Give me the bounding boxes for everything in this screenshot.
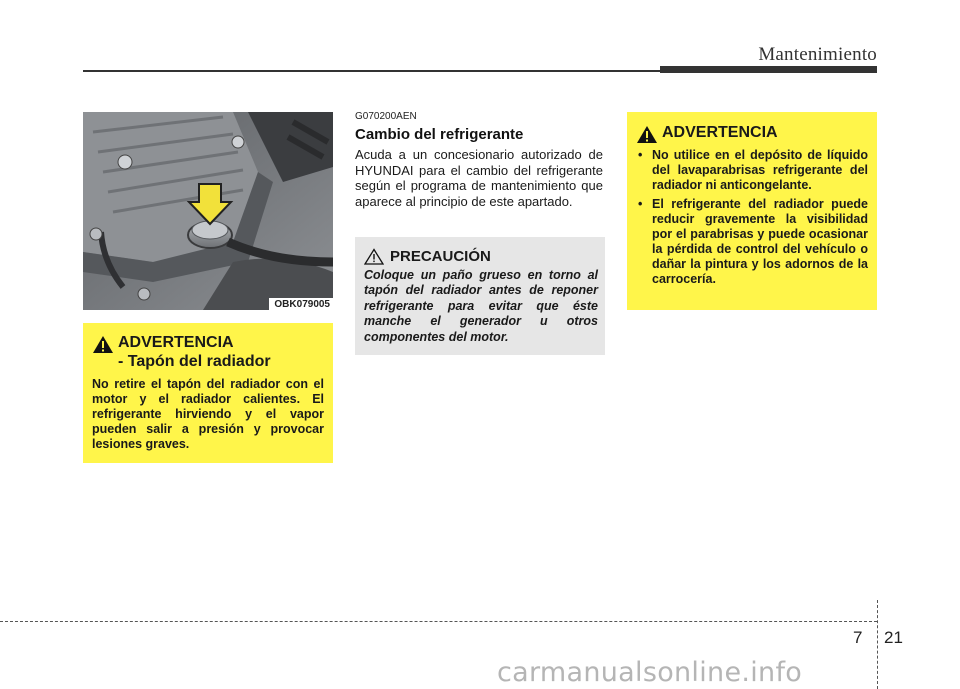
footer-rule [0,621,877,622]
warning-header [636,123,868,144]
running-header-title: Mantenimiento [758,44,877,65]
photo-label: OBK079005 [269,298,333,310]
warning-body: No retire el tapón del radiador con el motor y el radiador calientes. El refrigerante hirviendo y el vapor pueden salir a presión y provocar lesiones graves. [92,377,324,451]
section-body-text: Acuda a un concesionario autorizado de HYUNDAI para el cambio del refrigerante según el programa de mantenimiento que aparece al principio de este apartado. [355,147,603,209]
warning-title: ADVERTENCIA [662,124,778,141]
header-rule [83,70,660,72]
warning-item-text: El refrigerante del radiador puede reducir gravemente la visibilidad por el parabrisas y puede ocasionar la pérdida de control del vehículo o dañar la pintura y los adornos de la carrocería. [652,197,868,286]
list-item [636,197,868,287]
engine-radiator-cap-photo [83,112,333,310]
bullet-icon: • [638,148,643,162]
caution-triangle-icon [364,248,384,265]
caution-header [364,247,598,266]
list-item [636,148,868,193]
engine-bay-illustration [83,112,333,310]
page-number: 21 [884,628,903,647]
section-heading: Cambio del refrigerante [355,126,524,143]
warning-title: ADVERTENCIA [118,334,234,351]
caution-box [355,237,605,355]
header-rule-accent [660,66,877,73]
caution-body: Coloque un paño grueso en torno al tapón del radiador antes de reponer refrigerante para evitar que éste manche el generador u otros componentes del motor. [364,268,598,344]
watermark: carmanualsonline.info [497,657,803,688]
chapter-number: 7 [853,628,863,647]
warning-box-coolant [627,112,877,310]
warning-subtitle: - Tapón del radiador [118,353,271,370]
caution-title: PRECAUCIÓN [390,248,491,265]
section-code: G070200AEN [355,111,417,122]
warning-box-radiator-cap [83,323,333,463]
bullet-icon: • [638,197,643,211]
warning-triangle-icon [636,125,658,144]
warning-header [92,333,324,371]
warning-item-text: No utilice en el depósito de líquido del lavaparabrisas refrigerante del radiador ni anticongelante. [652,148,868,192]
footer-divider [877,600,878,689]
warning-list [636,148,868,287]
warning-triangle-icon [92,335,114,354]
